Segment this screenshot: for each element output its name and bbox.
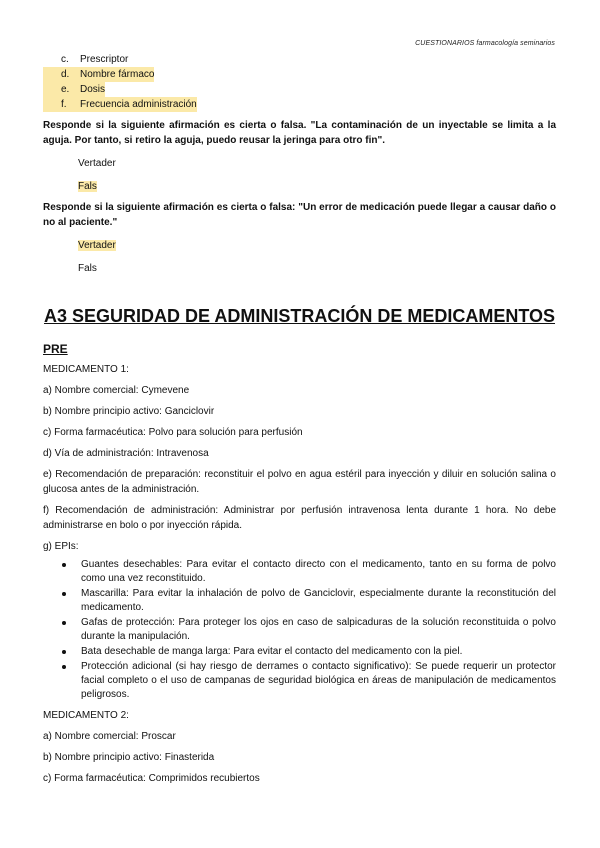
med1-preparation: e) Recomendación de preparación: reconstituir el polvo en agua estéril para inyección y diluir en solución salina o glucosa antes de la administración.: [43, 469, 556, 495]
subsection-heading: PRE: [43, 342, 68, 356]
med2-active-ingredient: b) Nombre principio activo: Finasterida: [43, 752, 215, 763]
answer-false: [78, 261, 556, 276]
page-header: CUESTIONARIOS farmacología seminarios: [415, 40, 555, 47]
option-letter: c.: [61, 54, 69, 65]
answer-false-label-highlighted: Fals: [78, 181, 97, 192]
med1-administration: f) Recomendación de administración: Administrar por perfusión intravenosa lenta durante 1 hora. No debe administrarse en bolo o por inyección rápida.: [43, 505, 556, 531]
bullet-icon: [62, 621, 66, 625]
answer-true-label-highlighted: Vertader: [78, 240, 116, 251]
med2-heading: MEDICAMENTO 2:: [43, 710, 129, 721]
option-c: [43, 52, 556, 67]
epi-text: Protección adicional (si hay riesgo de derrames o contacto significativo): Se puede requerir un protector facial completo o el uso de campanas de seguridad biológica en áreas de manipulación de medicamentos peligrosos.: [81, 661, 556, 700]
answer-false-label: Fals: [78, 263, 97, 274]
list-item: [43, 587, 556, 615]
med1-pharma-form: c) Forma farmacéutica: Polvo para solución para perfusión: [43, 427, 303, 438]
bullet-icon: [62, 563, 66, 567]
epi-text: Guantes desechables: Para evitar el contacto directo con el medicamento, tanto en su forma de polvo como una vez reconstituido.: [81, 559, 556, 584]
epi-text: Mascarilla: Para evitar la inhalación de polvo de Ganciclovir, especialmente durante la reconstitución del medicamento.: [81, 588, 556, 613]
option-d: [43, 67, 556, 82]
answer-true: [78, 156, 556, 171]
med1-epis-heading: g) EPIs:: [43, 541, 79, 552]
answer-options-list: [43, 52, 556, 112]
epi-text: Gafas de protección: Para proteger los ojos en caso de salpicaduras de la solución reconstituida o polvo durante la manipulación.: [81, 617, 556, 642]
option-text: Nombre fármaco: [80, 69, 155, 80]
section-title: A3 SEGURIDAD DE ADMINISTRACIÓN DE MEDICAMENTOS: [43, 306, 556, 326]
answer-true: [78, 238, 556, 253]
option-letter: e.: [43, 82, 80, 97]
option-letter: f.: [43, 97, 80, 112]
option-text: Dosis: [80, 84, 106, 95]
list-item: [43, 616, 556, 644]
bullet-icon: [62, 665, 66, 669]
med2-commercial-name: a) Nombre comercial: Proscar: [43, 731, 176, 742]
document-body: [43, 52, 556, 786]
med1-commercial-name: a) Nombre comercial: Cymevene: [43, 385, 190, 396]
option-letter: d.: [43, 67, 80, 82]
med1-heading: MEDICAMENTO 1:: [43, 364, 129, 375]
option-text: Prescriptor: [80, 54, 129, 65]
question-1: Responde si la siguiente afirmación es cierta o falsa. "La contaminación de un inyectable se limita a la aguja. Por tanto, si retiro la aguja, puedo reusar la jeringa para otro fin".: [43, 120, 556, 146]
option-e: [43, 82, 556, 97]
list-item: [43, 645, 556, 659]
option-f: [43, 97, 556, 112]
epi-text: Bata desechable de manga larga: Para evitar el contacto del medicamento con la piel.: [81, 646, 463, 657]
option-text: Frecuencia administración: [80, 99, 197, 110]
bullet-icon: [62, 592, 66, 596]
med1-active-ingredient: b) Nombre principio activo: Ganciclovir: [43, 406, 215, 417]
list-item: [43, 558, 556, 586]
answer-false: [78, 179, 556, 194]
answer-true-label: Vertader: [78, 158, 116, 169]
question-2: Responde si la siguiente afirmación es cierta o falsa: "Un error de medicación puede llegar a causar daño o no al paciente.": [43, 202, 556, 228]
med2-pharma-form: c) Forma farmacéutica: Comprimidos recubiertos: [43, 773, 260, 784]
bullet-icon: [62, 650, 66, 654]
med1-route: d) Vía de administración: Intravenosa: [43, 448, 209, 459]
list-item: [43, 660, 556, 702]
epis-list: [43, 558, 556, 702]
